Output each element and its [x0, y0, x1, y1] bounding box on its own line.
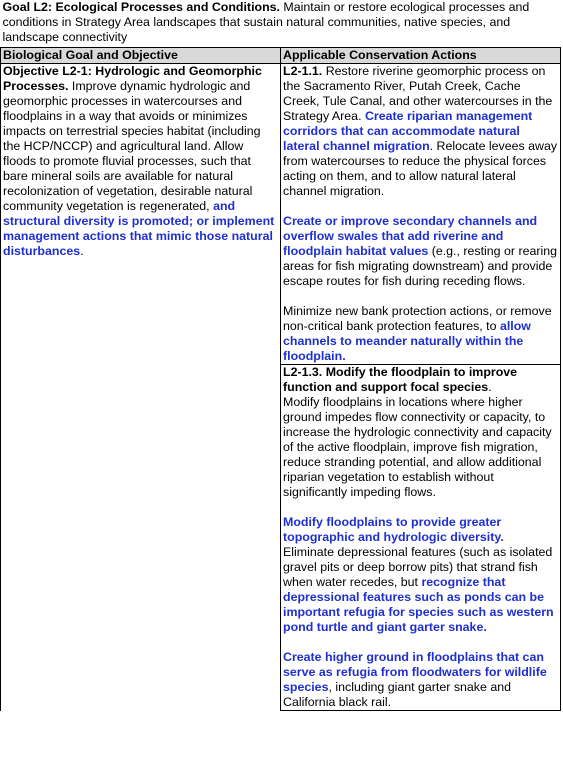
objective-text: Improve dynamic hydrologic and geomorphic processes in watercourses and floodplains in a way that avoids or minimizes impacts on terrestrial species habitat (including the HCP/NCCP) and agricultural land. Allow floods to promote fluvial processes, such that bare mineral soils are available for natural recolonization of vegetation, desirable natural community vegetation is regenerated,: [3, 79, 261, 213]
goal-text: Maintain or restore ecological processes and conditions in Strategy Area landscapes that sustain natural communities, native species, and landscape connectivity: [2, 0, 530, 44]
action2-title: L2-1.3. Modify the floodplain to improve function and support focal species: [283, 365, 518, 394]
action1-text4: Minimize new bank protection actions, or remove non-critical bank protection features, to: [283, 304, 552, 333]
action1-text3: (e.g., resting or rearing areas for fish migrating downstream) and provide escape routes for fish during receding flows.: [283, 244, 558, 288]
goal-title: Goal L2: Ecological Processes and Conditions.: [2, 0, 280, 14]
objective-end: .: [80, 244, 84, 258]
action-cell-l2-1-3: [281, 365, 561, 711]
action2-paragraph1: [283, 395, 558, 500]
action2-text1: Modify floodplains in locations where higher ground impedes flow connectivity or capacity, to increase the hydrologic connectivity and capacity of the active floodplain, improve fish migration, reduce stranding potential, and allow additional riparian vegetation to establish without significantly impeding flows.: [283, 395, 552, 499]
spacer: [283, 289, 558, 304]
column-header-actions: Applicable Conservation Actions: [281, 48, 561, 64]
column-header-goal: Biological Goal and Objective: [1, 48, 281, 64]
objective-paragraph: [3, 64, 278, 259]
action2-text2: Eliminate depressional features (such as isolated gravel pits or deep borrow pits) that strand fish when water recedes, but: [283, 545, 553, 589]
spacer: [283, 500, 558, 515]
spacer: [283, 635, 558, 650]
action-cell-l2-1-1: [281, 64, 561, 365]
header-row: [1, 48, 561, 64]
action1-emphasis1: Create riparian management corridors that can accommodate natural lateral channel migration: [283, 109, 533, 153]
action2-title-paragraph: [283, 365, 558, 395]
action1-text1: Restore riverine geomorphic process on the Sacramento River, Putah Creek, Cache Creek, Tule Canal, and other watercourses in the Strategy Area.: [283, 64, 553, 123]
action1-emphasis2: Create or improve secondary channels and overflow swales that add riverine and floodplain habitat values: [283, 214, 538, 258]
objective-cell: [1, 64, 281, 711]
action2-text3: , including giant garter snake and California black rail.: [283, 680, 512, 709]
action2-paragraph3: [283, 650, 558, 710]
objective-emphasis: and structural diversity is promoted; or implement management actions that mimic those natural disturbances: [3, 199, 275, 258]
action1-paragraph1: [283, 64, 558, 199]
action2-title-end: .: [488, 380, 492, 394]
action2-emphasis2: recognize that depressional features such as ponds can be important refugia for species such as western pond turtle and giant garter snake.: [283, 575, 554, 634]
action1-id: L2-1.1.: [283, 64, 323, 78]
goal-cell: [1, 0, 561, 48]
action2-emphasis1: Modify floodplains to provide greater topographic and hydrologic diversity.: [283, 515, 504, 544]
action2-paragraph2: [283, 515, 558, 635]
action2-emphasis3: Create higher ground in floodplains that can serve as refugia from floodwaters for wildlife species: [283, 650, 547, 694]
action1-text2: . Relocate levees away from watercourses to reduce the physical forces acting on them, and to allow natural lateral channel migration.: [283, 139, 558, 198]
action1-paragraph2: [283, 214, 558, 289]
objective-title: Objective L2-1: Hydrologic and Geomorphic Processes.: [3, 64, 262, 93]
goal-row: [1, 0, 561, 48]
action1-emphasis3: allow channels to meander naturally within the floodplain.: [283, 319, 531, 363]
objective-row: [1, 64, 561, 365]
spacer: [283, 199, 558, 214]
action1-paragraph3: [283, 304, 558, 364]
